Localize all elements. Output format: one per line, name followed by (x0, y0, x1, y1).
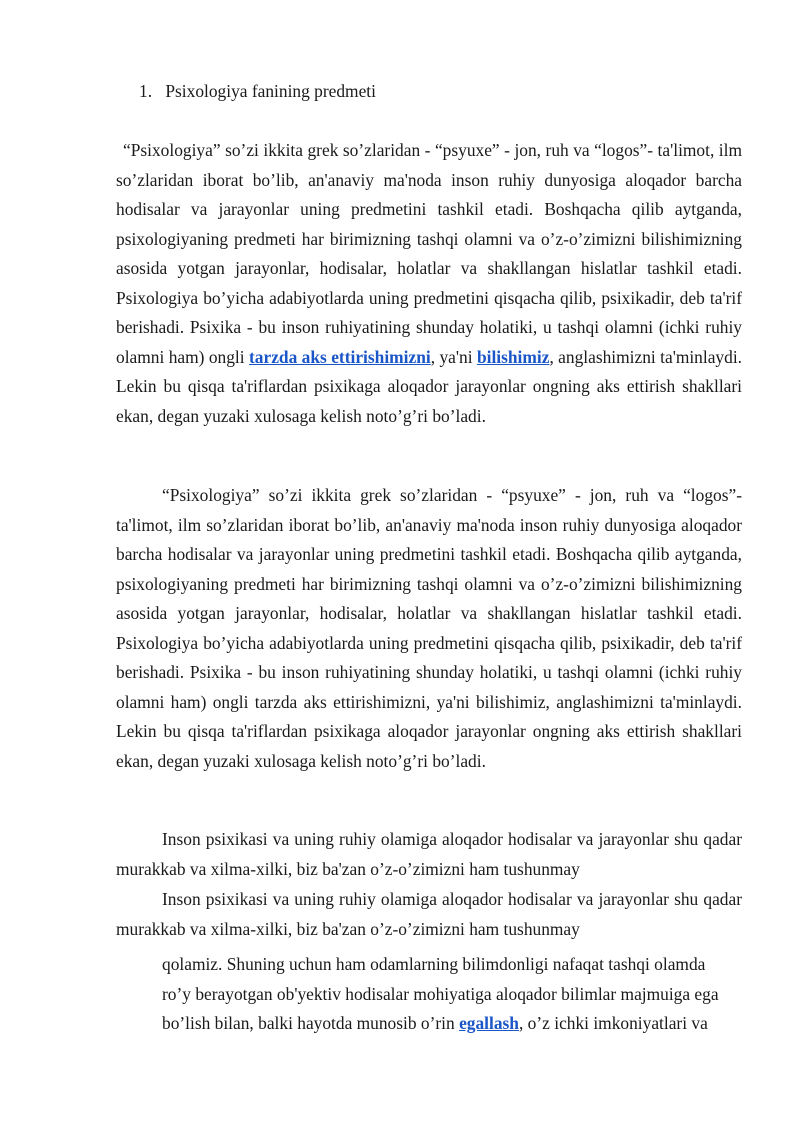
paragraph-1-text-a: “Psixologiya” so’zi ikkita grek so’zlaridan - “psyuxe” - jon, ruh va “logos”- ta'limot, ilm so’zlaridan iborat bo’lib, an'anaviy ma'noda inson ruhiy dunyosiga aloqador barcha hodisalar va jarayonlar uning predmetini tashkil etadi. Boshqacha qilib aytganda, psixologiyaning predmeti har birimizning tashqi olamni va o’z-o’zimizni bilishimizning asosida yotgan jarayonlar, hodisalar, holatlar va shakllangan hislatlar tashkil etadi. Psixologiya bo’yicha adabiyotlarda uning predmetini qisqacha qilib, psixikadir, deb ta'rif berishadi. Psixika - bu inson ruhiyatining shunday holatiki, u tashqi olamni (ichki ruhiy olamni ham) ongli (116, 140, 742, 367)
indented-line-3-text-b: , o’z ichki imkoniyatlari va (518, 1013, 708, 1033)
indented-line-3-text-a: bo’lish bilan, balki hayotda munosib o’rin (162, 1013, 460, 1033)
paragraph-3: Inson psixikasi va uning ruhiy olamiga aloqador hodisalar va jarayonlar shu qadar murakkab va xilma-xilki, biz ba'zan o’z-o’zimizni ham tushunmay (116, 829, 742, 879)
heading-title: Psixologiya fanining predmeti (165, 81, 376, 101)
paragraph-1-text-b: , ya'ni (430, 346, 477, 367)
paragraph-1-text-c: , anglashimizni ta'minlaydi. Lekin bu qisqa ta'riflardan psixikaga aloqador jarayonlar ongning aks ettirish shakllari ekan, degan yuzaki xulosaga kelish noto’g’ri bo’ladi. (116, 346, 743, 426)
paragraph-4: Inson psixikasi va uning ruhiy olamiga aloqador hodisalar va jarayonlar shu qadar murakkab va xilma-xilki, biz ba'zan o’z-o’zimizni ham tushunmay (116, 889, 742, 939)
paragraph-1 (116, 136, 742, 431)
paragraph-block-4 (116, 885, 742, 944)
link-bilishimiz[interactable]: bilishimiz (476, 346, 550, 367)
indented-line-2: ro’y berayotgan ob'yektiv hodisalar mohiyatiga aloqador bilimlar majmuiga ega (162, 983, 719, 1004)
heading-number: 1. (139, 81, 153, 101)
indented-line-3 (162, 1009, 752, 1039)
indented-lines (162, 950, 752, 1039)
paragraph-block-1 (116, 136, 742, 431)
link-tarzda-aks-ettirishimizni[interactable]: tarzda aks ettirishimizni (248, 346, 431, 367)
paragraph-2: “Psixologiya” so’zi ikkita grek so’zlaridan - “psyuxe” - jon, ruh va “logos”- ta'limot, ilm so’zlaridan iborat bo’lib, an'anaviy ma'noda inson ruhiy dunyosiga aloqador barcha hodisalar va jarayonlar uning predmetini tashkil etadi. Boshqacha qilib aytganda, psixologiyaning predmeti har birimizning tashqi olamni va o’z-o’zimizni bilishimizning asosida yotgan jarayonlar, hodisalar, holatlar va shakllangan hislatlar tashkil etadi. Psixologiya bo’yicha adabiyotlarda uning predmetini qisqacha qilib, psixikadir, deb ta'rif berishadi. Psixika - bu inson ruhiyatining shunday holatiki, u tashqi olamni (ichki ruhiy olamni ham) ongli tarzda aks ettirishimizni, ya'ni bilishimiz, anglashimizni ta'minlaydi. Lekin bu qisqa ta'riflardan psixikaga aloqador jarayonlar ongning aks ettirish shakllari ekan, degan yuzaki xulosaga kelish noto’g’ri bo’ladi. (116, 485, 742, 771)
link-egallash[interactable]: egallash (459, 1013, 519, 1033)
indented-line-1: qolamiz. Shuning uchun ham odamlarning bilimdonligi nafaqat tashqi olamda (162, 954, 706, 974)
paragraph-block-2 (116, 481, 742, 776)
section-heading (139, 77, 376, 107)
paragraph-block-3 (116, 825, 742, 884)
